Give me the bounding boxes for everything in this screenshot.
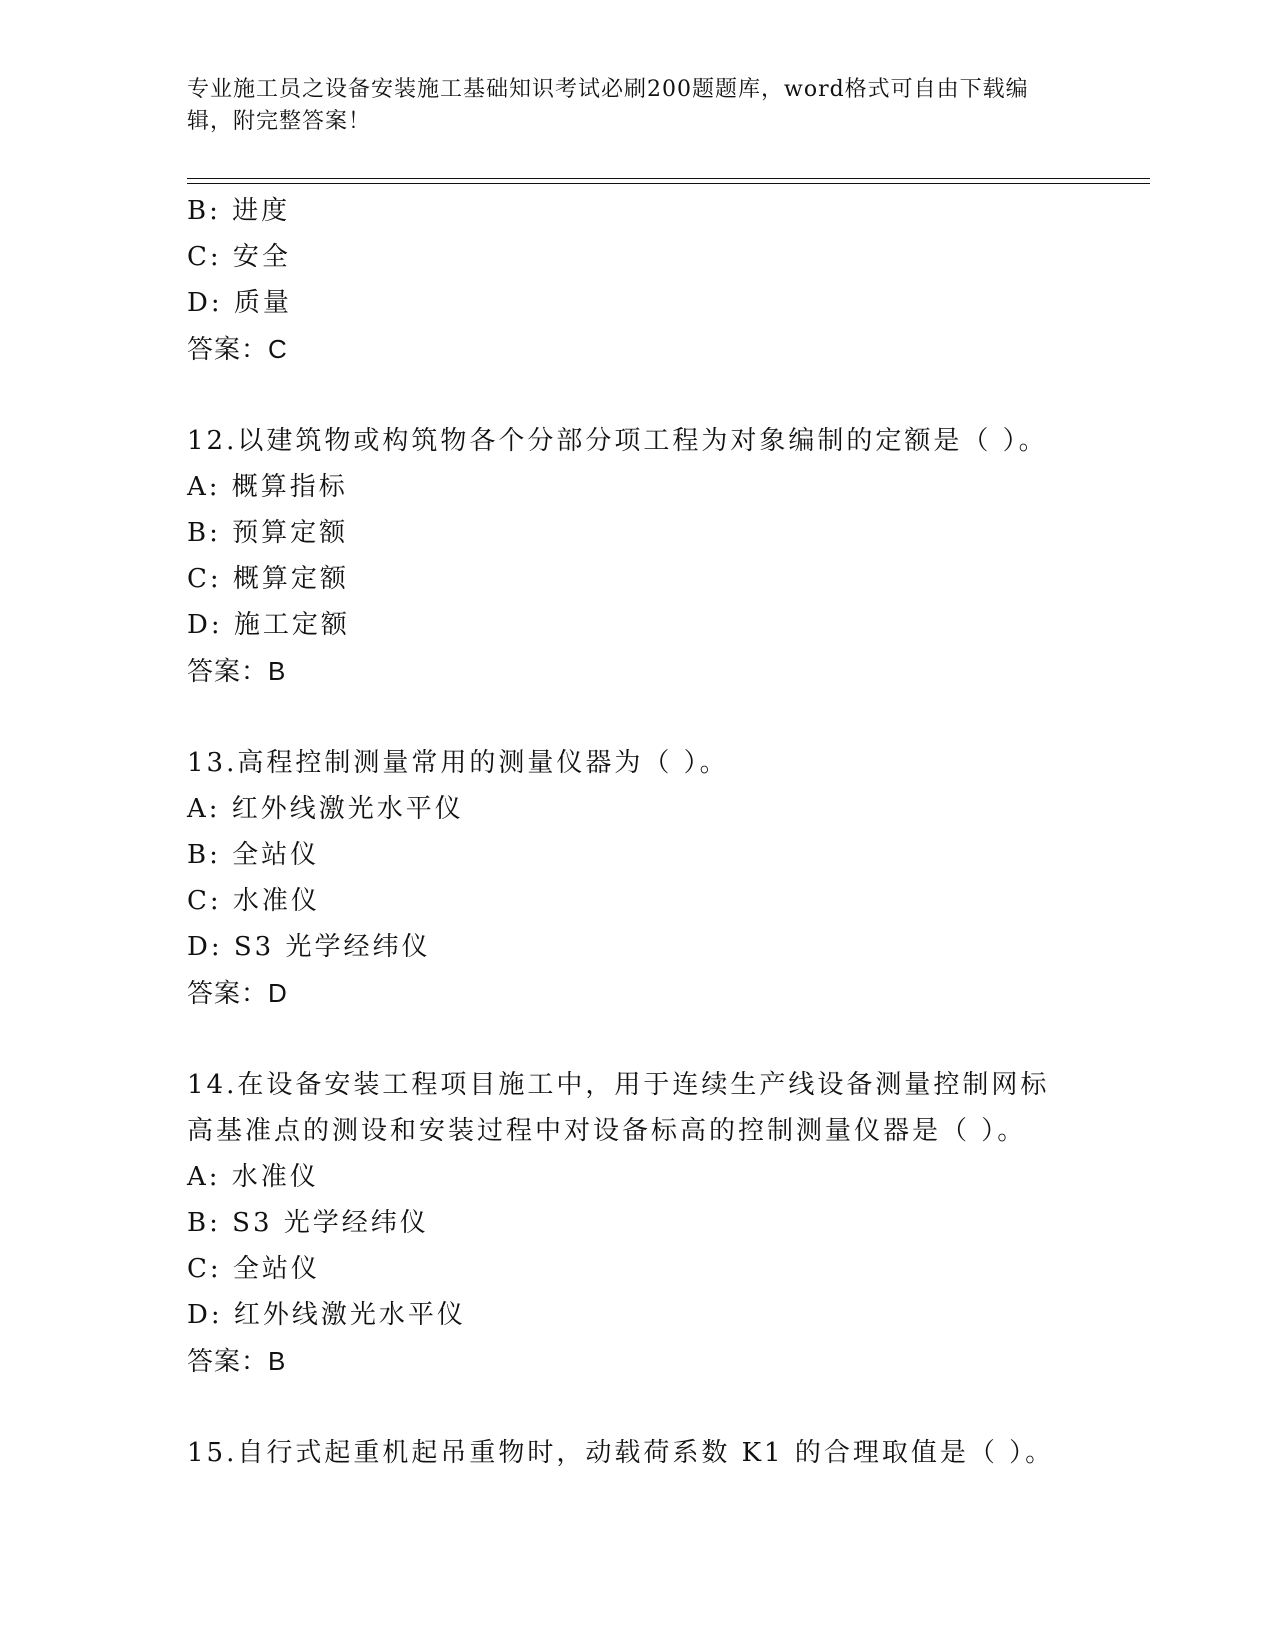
option-a: A: 红外线激光水平仪 bbox=[187, 794, 464, 824]
option-c: C: 概算定额 bbox=[187, 564, 349, 594]
continued-question bbox=[187, 188, 1087, 372]
option-a: A: 概算指标 bbox=[187, 472, 348, 502]
option-b: B: S3 光学经纬仪 bbox=[187, 1208, 429, 1238]
option-d: D: 红外线激光水平仪 bbox=[187, 1300, 466, 1330]
question-15 bbox=[187, 1430, 1087, 1476]
option-b: B: 全站仪 bbox=[187, 840, 320, 870]
question-12 bbox=[187, 418, 1087, 694]
header-divider-top bbox=[187, 178, 1150, 179]
question-list bbox=[187, 188, 1087, 1476]
answer-line: 答案：D bbox=[187, 978, 288, 1008]
answer-line: 答案：B bbox=[187, 1346, 287, 1376]
option-c: C: 全站仪 bbox=[187, 1254, 320, 1284]
question-text: 12.以建筑物或构筑物各个分部分项工程为对象编制的定额是（ ）。 bbox=[187, 426, 1048, 456]
option-d: D: 质量 bbox=[187, 288, 292, 318]
header-divider-bottom bbox=[187, 183, 1150, 184]
option-a: A: 水准仪 bbox=[187, 1162, 319, 1192]
question-14 bbox=[187, 1062, 1087, 1384]
question-text: 15.自行式起重机起吊重物时，动载荷系数 K1 的合理取值是（ ）。 bbox=[187, 1438, 1055, 1468]
question-text: 14.在设备安装工程项目施工中，用于连续生产线设备测量控制网标高基准点的测设和安装过程中对设备标高的控制测量仪器是（ ）。 bbox=[187, 1070, 1050, 1146]
option-d: D: 施工定额 bbox=[187, 610, 350, 640]
answer-line: 答案：C bbox=[187, 334, 288, 364]
option-b: B: 进度 bbox=[187, 196, 291, 226]
question-13 bbox=[187, 740, 1087, 1016]
option-c: C: 安全 bbox=[187, 242, 291, 272]
option-b: B: 预算定额 bbox=[187, 518, 349, 548]
answer-line: 答案：B bbox=[187, 656, 287, 686]
option-d: D: S3 光学经纬仪 bbox=[187, 932, 431, 962]
question-text: 13.高程控制测量常用的测量仪器为（ ）。 bbox=[187, 748, 729, 778]
option-c: C: 水准仪 bbox=[187, 886, 320, 916]
document-header: 专业施工员之设备安装施工基础知识考试必刷200题题库，word格式可自由下载编辑，附完整答案！ bbox=[187, 77, 1029, 134]
